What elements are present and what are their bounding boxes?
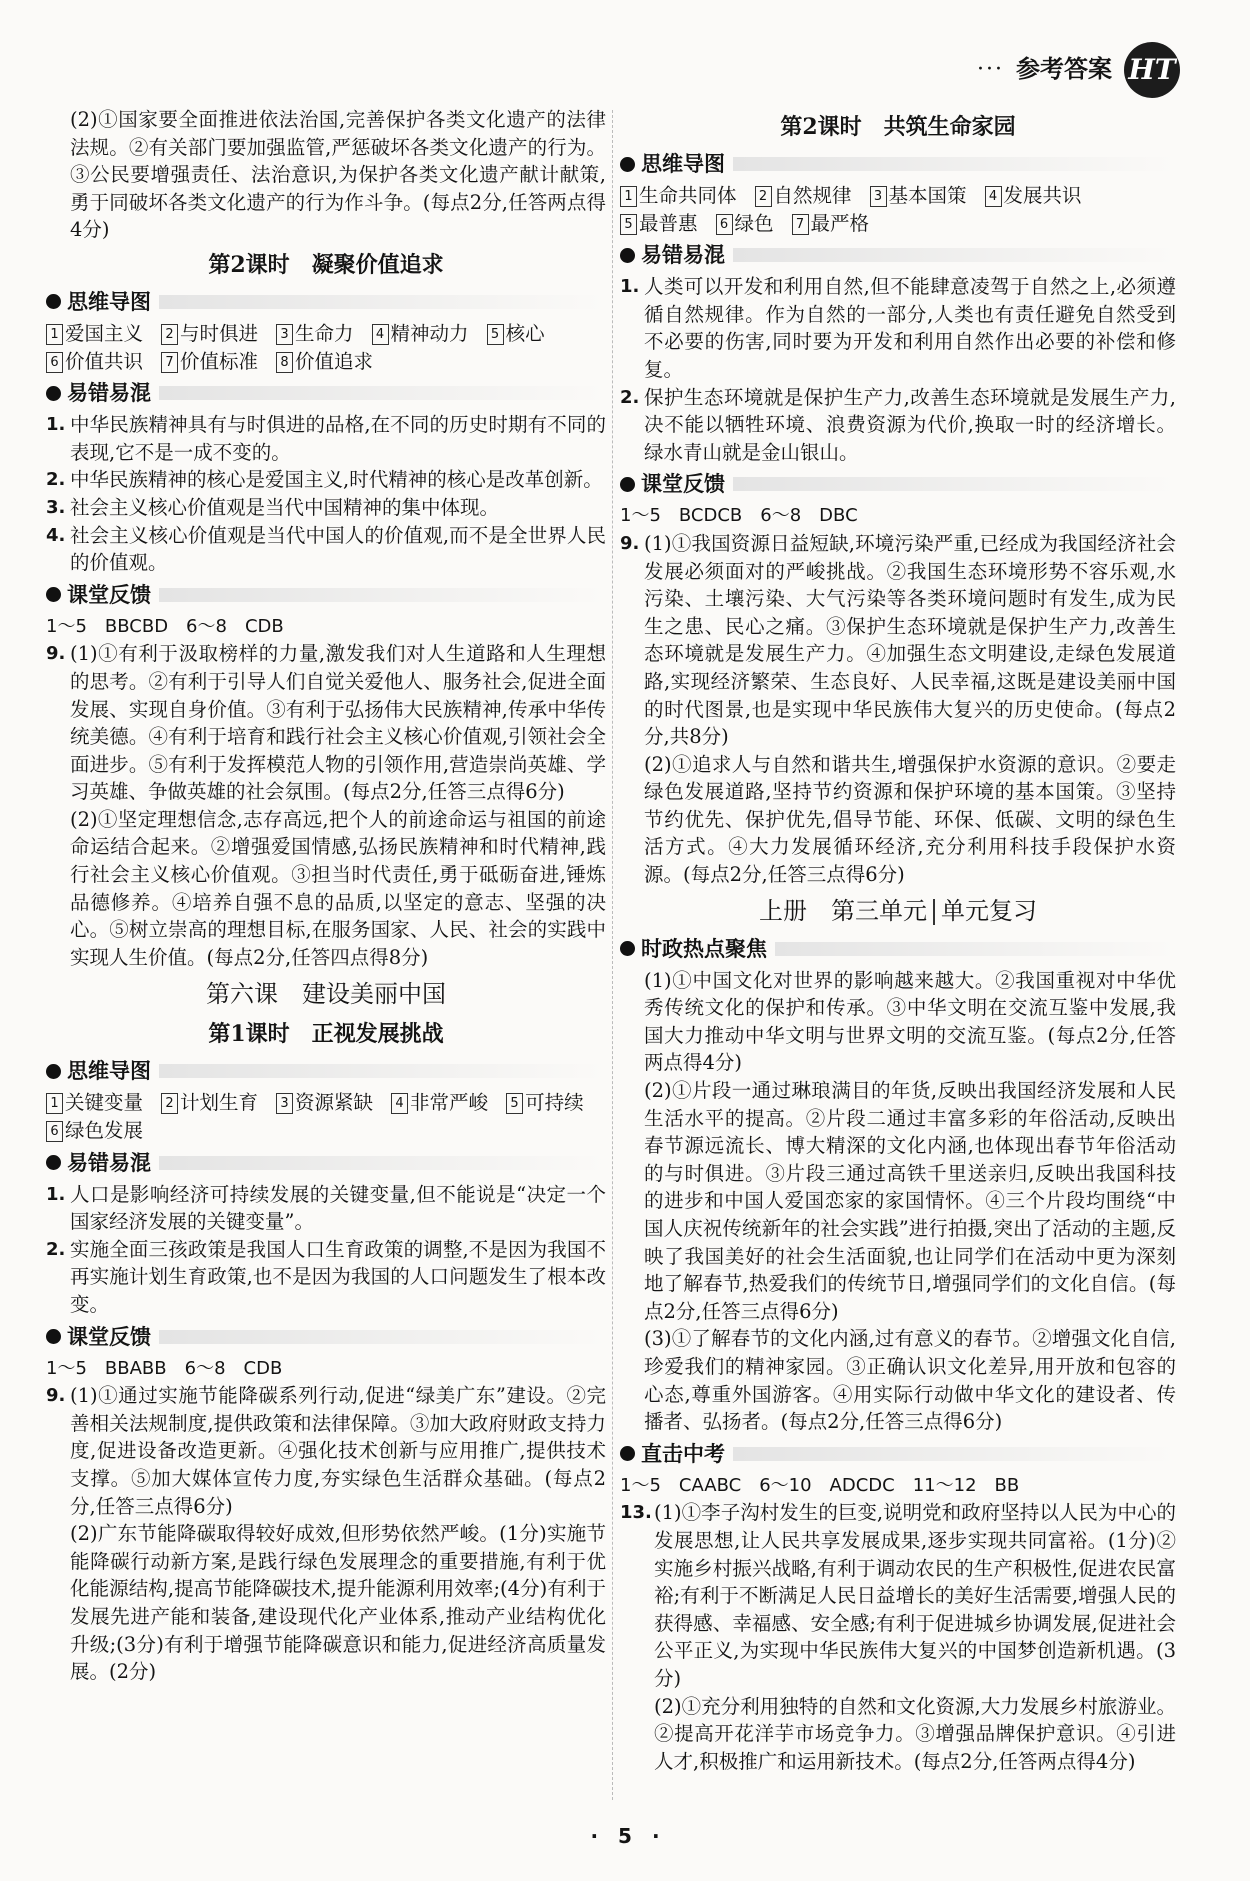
item-text: 社会主义核心价值观是当代中国人的价值观,而不是全世界人民的价值观。 [70, 523, 606, 575]
bullet-icon [46, 386, 61, 401]
number-box: 3 [870, 186, 887, 207]
section-title: 思维导图 [67, 1059, 151, 1084]
mindmap-item [620, 182, 737, 210]
chapter-title: 第六课 建设美丽中国 [206, 980, 446, 1009]
right-column [620, 106, 1176, 1775]
mindmap-item [161, 1089, 258, 1117]
section-title: 课堂反馈 [67, 582, 151, 607]
section-heading [46, 1147, 606, 1179]
section-heading [46, 377, 606, 409]
mindmap-item [161, 320, 258, 348]
bullet-icon [46, 587, 61, 602]
section-heading [620, 148, 1176, 180]
mindmap-text: 发展共识 [1003, 184, 1082, 207]
item-number: 1. [620, 276, 640, 298]
heading-bar [159, 386, 606, 400]
mindmap-item [276, 348, 373, 376]
mindmap-item [391, 1089, 488, 1117]
section-heading [620, 468, 1176, 500]
mindmap-item [985, 182, 1082, 210]
answer-paragraph: (1)①中国文化对世界的影响越来越大。②我国重视对中华优秀传统文化的保护和传承。③中华文明在交流互鉴中发展,我国大力推动中华文明与世界文明的交流互鉴。(每点2分,任答两点得4分) [644, 968, 1176, 1075]
bullet-icon [620, 1446, 635, 1461]
mindmap-list [46, 1089, 606, 1144]
section-title: 课堂反馈 [67, 1324, 151, 1349]
heading-bar [159, 1156, 606, 1170]
bullet-icon [46, 294, 61, 309]
question-answer [46, 1382, 606, 1520]
number-box: 2 [755, 186, 772, 207]
item-text: 人类可以开发和利用自然,但不能肆意凌驾于自然之上,必须遵循自然规律。作为自然的一部分,人类也有责任避免自然受到不必要的伤害,同时要为开发和利用自然作出必要的补偿和修复。 [644, 275, 1176, 381]
mindmap-text: 价值标准 [180, 349, 259, 373]
list-item [46, 1236, 606, 1319]
heading-bar [733, 477, 1176, 491]
list-item [46, 466, 606, 494]
section-heading [620, 933, 1176, 965]
number-box: 4 [372, 324, 389, 345]
item-number: 1. [46, 1183, 66, 1205]
choice-answers: 1～5 BCDCB 6～8 DBC [620, 505, 858, 527]
bullet-icon [46, 1329, 61, 1344]
page-number: · 5 · [590, 1824, 660, 1849]
number-box: 1 [46, 1093, 63, 1114]
number-box: 2 [161, 324, 178, 345]
mindmap-text: 生命力 [295, 321, 354, 345]
bullet-icon [46, 1155, 61, 1170]
mindmap-item [276, 1089, 373, 1117]
section-title: 时政热点聚焦 [641, 936, 767, 961]
mindmap-item [46, 320, 143, 348]
mindmap-item [46, 348, 143, 376]
number-box: 5 [487, 324, 504, 345]
mindmap-list [46, 320, 606, 375]
number-box: 2 [161, 1093, 178, 1114]
number-box: 4 [985, 186, 1002, 207]
list-item [46, 1181, 606, 1236]
unit-name: 上册 第三单元 [759, 896, 927, 925]
section-heading [46, 1055, 606, 1087]
number-box: 6 [716, 214, 733, 235]
number-box: 8 [276, 352, 293, 373]
mindmap-item [870, 182, 967, 210]
mindmap-list [620, 182, 1176, 237]
section-title: 易错易混 [67, 1150, 151, 1175]
section-title: 思维导图 [67, 289, 151, 314]
item-number: 1. [46, 414, 66, 436]
mindmap-item [716, 210, 774, 238]
item-number: 9. [46, 1385, 66, 1407]
mindmap-text: 资源紧缺 [295, 1091, 374, 1115]
number-box: 6 [46, 352, 63, 373]
column-divider [612, 110, 613, 1800]
mindmap-item [372, 320, 469, 348]
number-box: 7 [161, 352, 178, 373]
number-box: 1 [620, 186, 637, 207]
item-number: 9. [46, 643, 66, 665]
bullet-icon [46, 1064, 61, 1079]
number-box: 5 [506, 1093, 523, 1114]
lesson-title: 第2课时 共筑生命家园 [780, 114, 1016, 140]
answer-paragraph: (2)①追求人与自然和谐共生,增强保护水资源的意识。②要走绿色发展道路,坚持节约资源和保护环境的基本国策。③坚持节约优先、保护优先,倡导节能、环保、低碳、文明的绿色生活方式。④大力发展循环经济,充分利用科技手段保护水资源。(每点2分,任答三点得6分) [644, 752, 1176, 887]
item-number: 4. [46, 524, 66, 546]
item-text: (1)①李子沟村发生的巨变,说明党和政府坚持以人民为中心的发展思想,让人民共享发展成果,逐步实现共同富裕。(1分)②实施乡村振兴战略,有利于调动农民的生产积极性,促进农民富裕;有利于不断满足人民日益增长的美好生活需要,增强人民的获得感、幸福感、安全感;有利于促进城乡协调发展,促进社会公平正义,为实现中华民族伟大复兴的中国梦创造新机遇。(3分) [654, 1501, 1176, 1690]
number-box: 1 [46, 324, 63, 345]
number-box: 5 [620, 214, 637, 235]
mindmap-text: 与时俱进 [180, 321, 259, 345]
item-text: 社会主义核心价值观是当代中国精神的集中体现。 [70, 495, 500, 519]
item-text: (1)①我国资源日益短缺,环境污染严重,已经成为我国经济社会发展必须面对的严峻挑战。②我国生态环境形势不容乐观,水污染、土壤污染、大气污染等各类环境问题时有发生,成为民生之患、民心之痛。③保护生态环境就是保护生产力,改善生态环境就是发展生产力。④加强生态文明建设,走绿色发展道路,实现经济繁荣、生态良好、人民幸福,这既是建设美丽中国的时代图景,也是实现中华民族伟大复兴的历史使命。(每点2分,共8分) [644, 531, 1176, 749]
section-heading [620, 1438, 1176, 1470]
heading-bar [775, 942, 1176, 956]
answer-paragraph: (2)①坚定理想信念,志存高远,把个人的前途命运与祖国的前途命运结合起来。②增强爱国情感,弘扬民族精神和时代精神,践行社会主义核心价值观。③担当时代责任,勇于砥砺奋进,锤炼品德修养。④培养自强不息的品质,以坚定的意志、坚强的决心。⑤树立崇高的理想目标,在服务国家、人民、社会的实践中实现人生价值。(每点2分,任答四点得8分) [70, 807, 606, 969]
item-text: 保护生态环境就是保护生产力,改善生态环境就是发展生产力,决不能以牺牲环境、浪费资源为代价,换取一时的经济增长。绿水青山就是金山银山。 [644, 385, 1176, 464]
number-box: 7 [792, 214, 809, 235]
item-text: 中华民族精神的核心是爱国主义,时代精神的核心是改革创新。 [70, 468, 603, 492]
mindmap-text: 生命共同体 [639, 184, 737, 207]
heading-bar [159, 1064, 606, 1078]
mindmap-item [276, 320, 354, 348]
mindmap-item [46, 1117, 143, 1145]
list-item [46, 411, 606, 466]
heading-bar [159, 1330, 606, 1344]
mindmap-text: 关键变量 [65, 1091, 144, 1115]
mindmap-text: 价值共识 [65, 349, 144, 373]
left-column [46, 106, 606, 1686]
item-number: 2. [620, 386, 640, 408]
mindmap-item [46, 1089, 143, 1117]
section-heading [46, 1321, 606, 1353]
list-item [620, 384, 1176, 467]
heading-bar [733, 157, 1176, 171]
header-title: 参考答案 [1016, 55, 1112, 84]
mindmap-text: 精神动力 [390, 321, 469, 345]
mindmap-item [620, 210, 698, 238]
list-item [620, 273, 1176, 383]
list-item [46, 494, 606, 522]
answer-paragraph: (3)①了解春节的文化内涵,过有意义的春节。②增强文化自信,珍爱我们的精神家园。③正确认识文化差异,用开放和包容的心态,尊重外国游客。④用实际行动做中华文化的建设者、传播者、弘扬者。(每点2分,任答三点得6分) [644, 1327, 1176, 1434]
item-text: (1)①通过实施节能降碳系列行动,促进“绿美广东”建设。②完善相关法规制度,提供政策和法律保障。③加大政府财政支持力度,促进设备改造更新。④强化技术创新与应用推广,提供技术支撑。⑤加大媒体宣传力度,夯实绿色生活群众基础。(每点2分,任答三点得6分) [70, 1384, 606, 1518]
mindmap-text: 绿色 [734, 211, 774, 235]
item-text: 实施全面三孩政策是我国人口生育政策的调整,不是因为我国不再实施计划生育政策,也不是因为我国的人口问题发生了根本改变。 [70, 1237, 606, 1316]
heading-bar [733, 1447, 1176, 1461]
mindmap-text: 自然规律 [773, 184, 852, 207]
list-item [46, 522, 606, 577]
section-title: 易错易混 [67, 381, 151, 406]
choice-answers: 1～5 BBCBD 6～8 CDB [46, 615, 284, 637]
item-number: 3. [46, 496, 66, 518]
heading-bar [733, 248, 1176, 262]
unit-separator [933, 899, 935, 925]
section-title: 直击中考 [641, 1441, 725, 1466]
section-heading [46, 286, 606, 318]
question-answer [46, 640, 606, 806]
bullet-icon [620, 941, 635, 956]
header-dots: ··· [977, 57, 1004, 83]
question-answer [620, 1499, 1176, 1692]
mindmap-text: 绿色发展 [65, 1119, 144, 1143]
bullet-icon [620, 157, 635, 172]
item-number: 13. [620, 1502, 652, 1524]
choice-answers: 1～5 BBABB 6～8 CDB [46, 1357, 283, 1379]
item-text: 中华民族精神具有与时俱进的品格,在不同的历史时期有不同的表现,它不是一成不变的。 [70, 413, 606, 464]
mindmap-text: 计划生育 [180, 1091, 259, 1115]
section-title: 易错易混 [641, 243, 725, 268]
heading-bar [159, 588, 606, 602]
heading-bar [159, 295, 606, 309]
page-header [977, 40, 1180, 100]
mindmap-text: 最严格 [810, 211, 870, 235]
mindmap-item [487, 320, 545, 348]
lesson-title: 第1课时 正视发展挑战 [208, 1021, 444, 1048]
lesson-title: 第2课时 凝聚价值追求 [208, 251, 444, 278]
section-heading [620, 239, 1176, 271]
section-title: 课堂反馈 [641, 472, 725, 497]
bullet-icon [620, 248, 635, 263]
number-box: 6 [46, 1121, 63, 1142]
mindmap-text: 爱国主义 [65, 321, 144, 345]
item-number: 9. [620, 532, 640, 554]
choice-answers: 1～5 CAABC 6～10 ADCDC 11～12 BB [620, 1474, 1020, 1496]
mindmap-item [161, 348, 258, 376]
mindmap-text: 可持续 [525, 1091, 584, 1115]
mindmap-text: 核心 [505, 321, 545, 345]
mindmap-item [506, 1089, 584, 1117]
number-box: 4 [391, 1093, 408, 1114]
number-box: 3 [276, 1093, 293, 1114]
mindmap-item [792, 210, 870, 238]
number-box: 3 [276, 324, 293, 345]
bullet-icon [620, 477, 635, 492]
item-number: 2. [46, 469, 66, 491]
question-answer [620, 530, 1176, 751]
answer-paragraph: (2)广东节能降碳取得较好成效,但形势依然严峻。(1分)实施节能降碳行动新方案,是践行绿色发展理念的重要措施,有利于优化能源结构,提高节能降碳技术,提升能源利用效率;(4分)有利于发展先进产能和装备,建设现代化产业体系,推动产业结构优化升级;(3分)有利于增强节能降碳意识和能力,促进经济高质量发展。(2分) [70, 1522, 606, 1684]
unit-review: 单元复习 [941, 896, 1037, 925]
mindmap-text: 价值追求 [295, 349, 374, 373]
item-text: (1)①有利于汲取榜样的力量,激发我们对人生道路和人生理想的思考。②有利于引导人们自觉关爱他人、服务社会,促进全面发展、实现自身价值。③有利于弘扬伟大民族精神,传承中华传统美德。④有利于培育和践行社会主义核心价值观,引领社会全面进步。⑤有利于发挥模范人物的引领作用,营造崇尚英雄、学习英雄、争做英雄的社会氛围。(每点2分,任答三点得6分) [70, 642, 606, 804]
section-heading [46, 579, 606, 611]
section-title: 思维导图 [641, 152, 725, 176]
intro-paragraph: (2)①国家要全面推进依法治国,完善保护各类文化遗产的法律法规。②有关部门要加强监管,严惩破坏各类文化遗产的行为。③公民要增强责任、法治意识,为保护各类文化遗产献计献策,勇于同破坏各类文化遗产的行为作斗争。(每点2分,任答两点得4分) [70, 108, 606, 242]
mindmap-text: 基本国策 [888, 184, 967, 207]
brand-logo-icon: HT [1124, 42, 1180, 98]
item-text: 人口是影响经济可持续发展的关键变量,但不能说是“决定一个国家经济发展的关键变量”。 [70, 1182, 606, 1234]
answer-paragraph: (2)①充分利用独特的自然和文化资源,大力发展乡村旅游业。②提高开花洋芋市场竞争力。③增强品牌保护意识。④引进人才,积极推广和运用新技术。(每点2分,任答两点得4分) [654, 1694, 1176, 1773]
mindmap-text: 最普惠 [639, 211, 698, 235]
unit-title [620, 891, 1176, 931]
mindmap-text: 非常严峻 [410, 1091, 489, 1115]
answer-paragraph: (2)①片段一通过琳琅满目的年货,反映出我国经济发展和人民生活水平的提高。②片段二通过丰富多彩的年俗活动,反映出春节源远流长、博大精深的文化内涵,也体现出春节年俗活动的与时俱进。③片段三通过高铁千里送亲归,反映出我国科技的进步和中国人爱国恋家的家国情怀。④三个片段均围绕“中国人庆祝传统新年的社会实践”进行拍摄,突出了活动的主题,反映了我国美好的社会生活面貌,也让同学们在活动中更为深刻地了解春节,热爱我们的传统节日,增强同学们的文化自信。(每点2分,任答三点得6分) [644, 1079, 1176, 1323]
mindmap-item [755, 182, 852, 210]
item-number: 2. [46, 1238, 66, 1260]
